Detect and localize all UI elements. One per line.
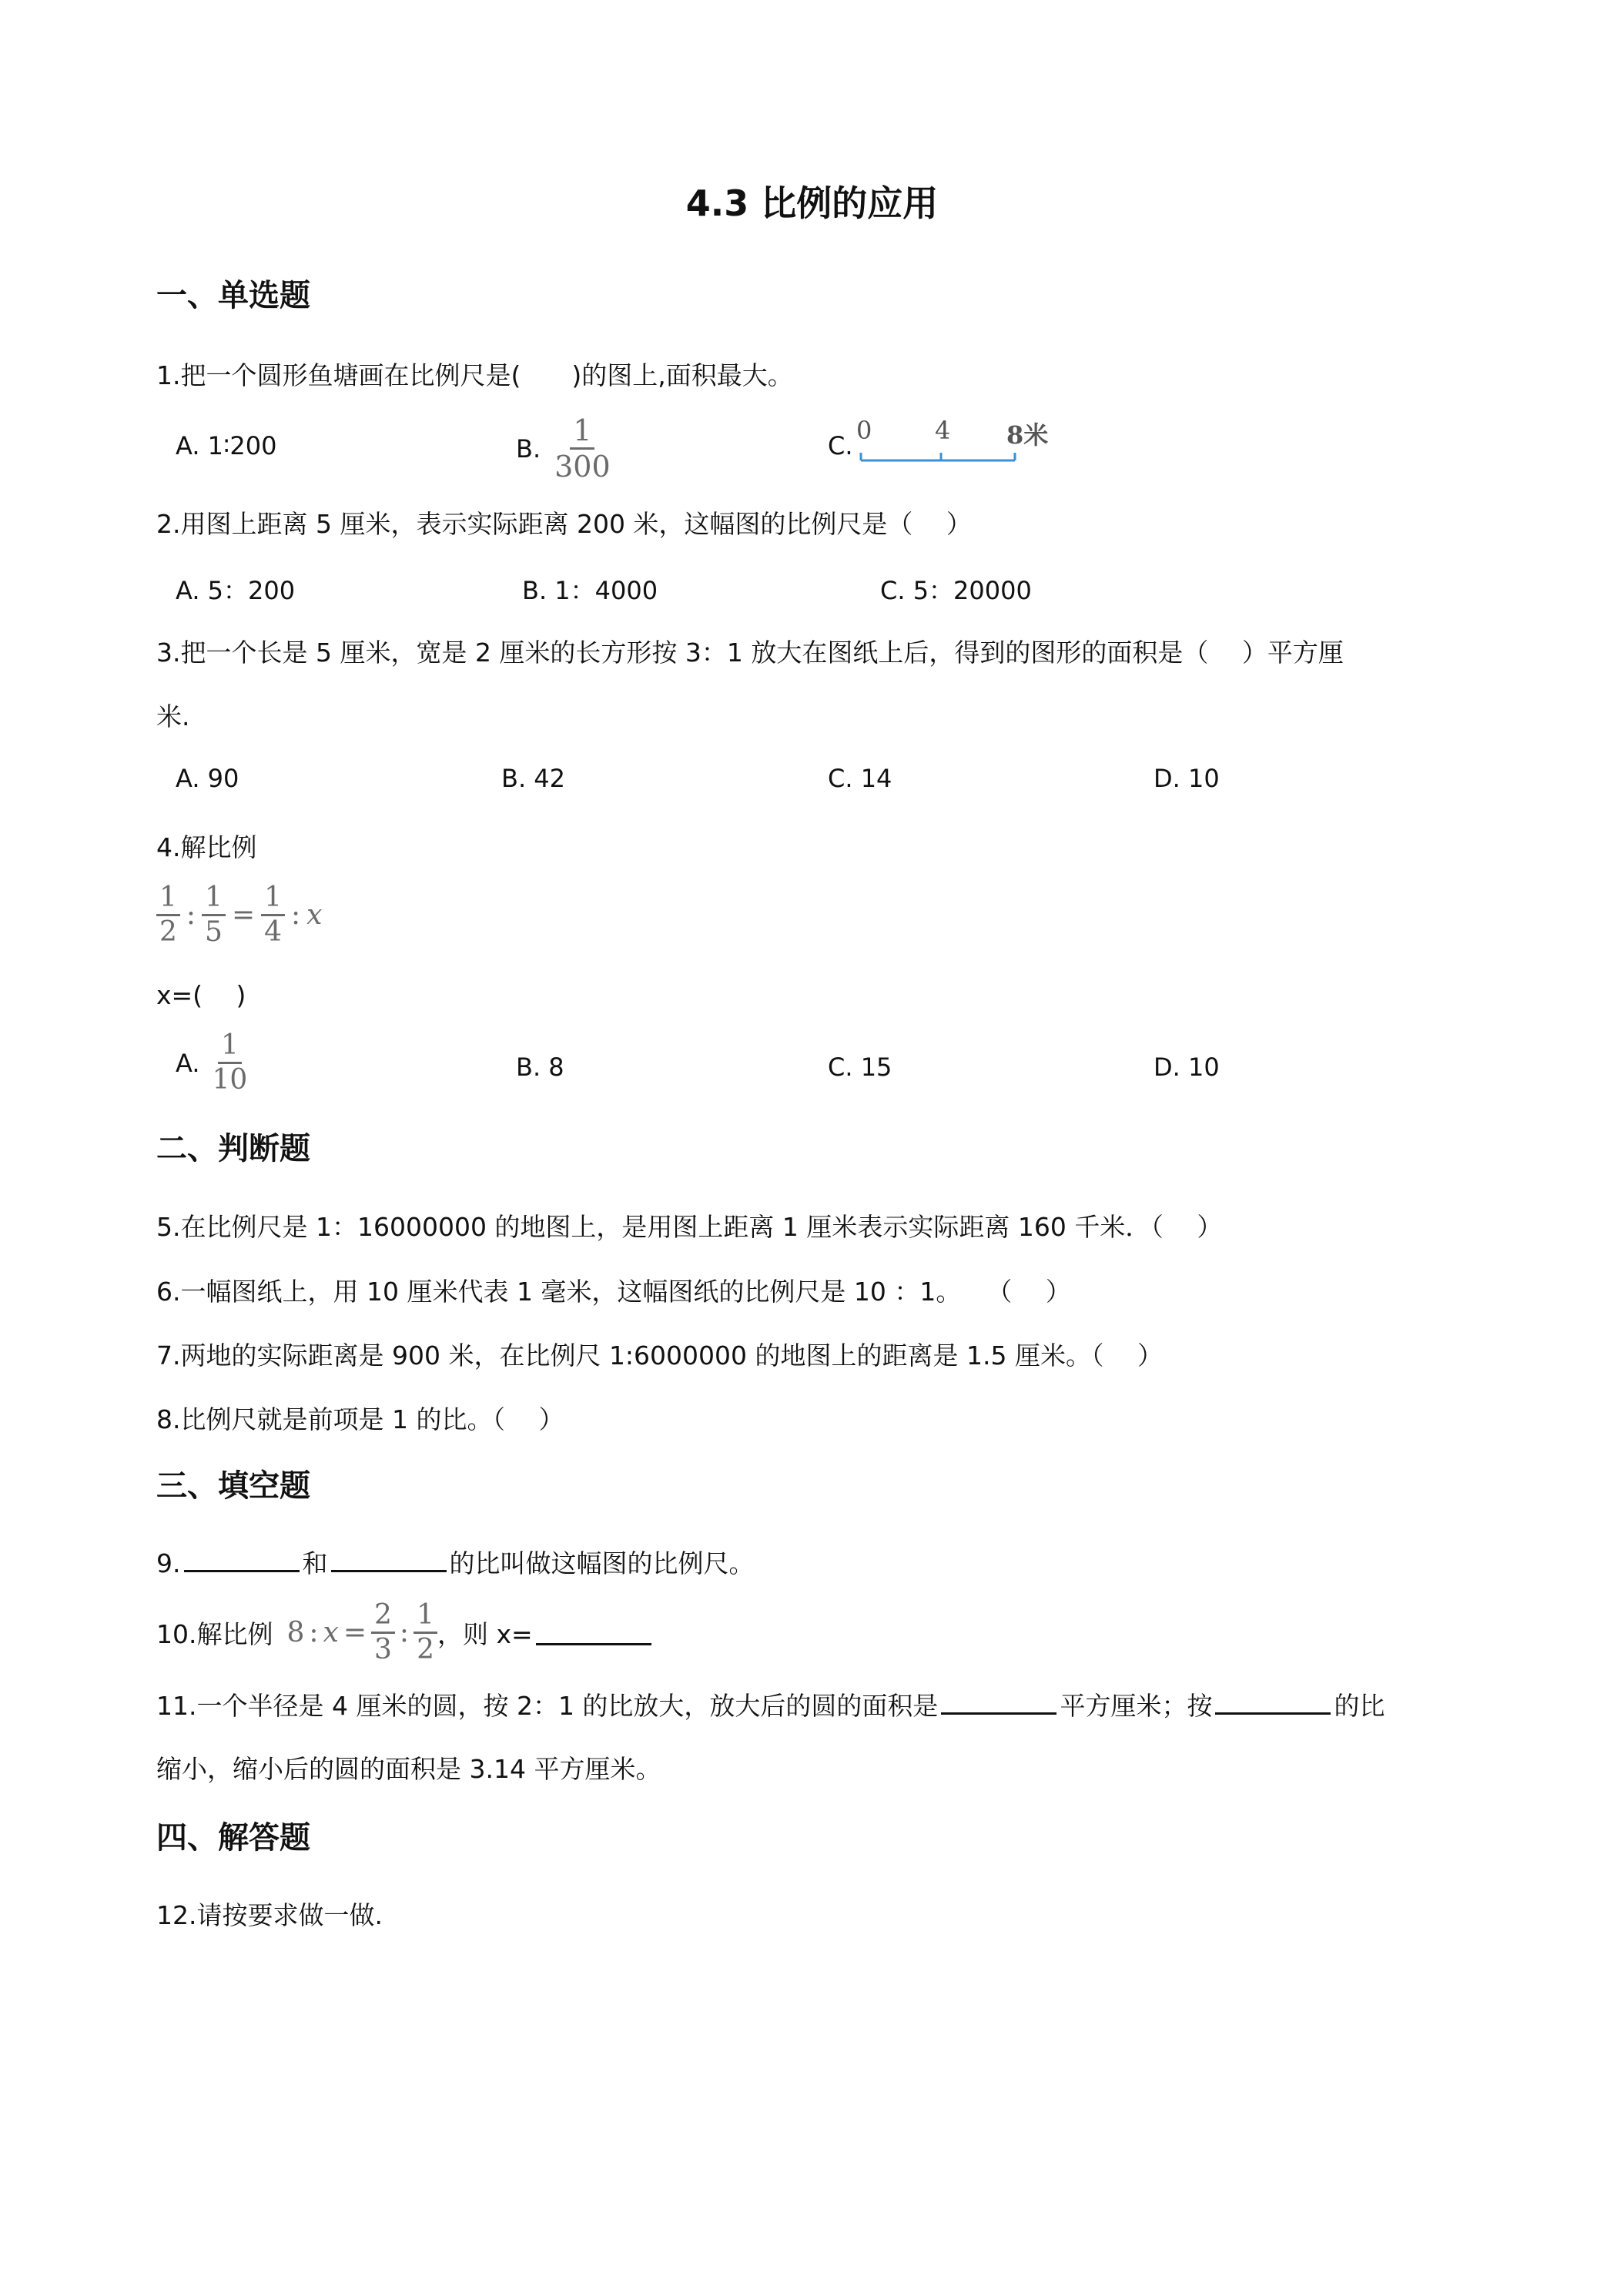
q11-blank-2[interactable] <box>1215 1689 1331 1715</box>
variable-x: x <box>306 899 323 931</box>
question-10-text <box>156 1599 655 1665</box>
section-heading-fill-blank: 三、填空题 <box>156 1468 310 1504</box>
question-11-line2: 缩小，缩小后的圆的面积是 3.14 平方厘米。 <box>156 1754 661 1784</box>
fraction-numerator: 1 <box>218 1032 242 1064</box>
page-title: 4.3 比例的应用 <box>685 182 939 224</box>
variable-x: x <box>323 1617 339 1648</box>
numerator: 1 <box>202 884 226 916</box>
question-1-option-c-label: C. <box>828 431 853 460</box>
question-2-text: 2.用图上距离 5 厘米，表示实际距离 200 米，这幅图的比例尺是（ ） <box>156 509 972 539</box>
q9-middle: 和 <box>302 1548 328 1578</box>
q11-part-a: 11.一个半径是 4 厘米的圆，按 2：1 的比放大，放大后的圆的面积是 <box>156 1691 939 1721</box>
equals-sign: = <box>343 1617 367 1648</box>
denominator: 4 <box>264 916 283 948</box>
eq-fraction-2 <box>202 884 226 946</box>
question-1-text: 1.把一个圆形鱼塘画在比例尺是( )的图上,面积最大。 <box>156 360 793 390</box>
ratio-colon: : <box>186 899 196 931</box>
question-4-option-a <box>176 1029 250 1096</box>
q10-equation <box>286 1599 437 1665</box>
question-3-option-c: C. 14 <box>828 764 892 793</box>
question-3-text-line2: 米. <box>156 701 190 731</box>
numerator: 2 <box>371 1602 395 1634</box>
fraction-denominator: 10 <box>212 1064 248 1096</box>
eq-fraction-2 <box>414 1599 437 1665</box>
question-2-option-c: C. 5：20000 <box>880 576 1032 605</box>
q9-blank-2[interactable] <box>331 1547 447 1572</box>
fraction-numerator: 1 <box>570 416 594 450</box>
question-11-line1 <box>156 1686 1385 1722</box>
numerator: 1 <box>156 884 180 916</box>
question-4-x-line: x=( ) <box>156 980 246 1010</box>
q11-part-c: 的比 <box>1334 1691 1385 1721</box>
question-7-text: 7.两地的实际距离是 900 米，在比例尺 1:6000000 的地图上的距离是 1.5 厘米。（ ） <box>156 1340 1163 1371</box>
section-heading-single-choice: 一、单选题 <box>156 278 310 313</box>
question-3-option-a: A. 90 <box>176 764 239 793</box>
denominator: 2 <box>159 916 177 948</box>
q9-suffix: 的比叫做这幅图的比例尺。 <box>449 1548 755 1578</box>
option-b-prefix: B. <box>516 433 541 464</box>
eq-fraction-3 <box>261 884 285 946</box>
q10-prefix: 10.解比例 <box>156 1619 273 1649</box>
denominator: 5 <box>205 916 223 948</box>
q11-part-b: 平方厘米；按 <box>1060 1691 1213 1721</box>
ratio-colon: : <box>399 1617 410 1648</box>
q10-suffix: ，则 x= <box>437 1619 533 1649</box>
question-4-equation <box>156 884 322 946</box>
q10-blank[interactable] <box>536 1620 651 1645</box>
denominator: 2 <box>417 1634 434 1665</box>
eq-fraction-1 <box>371 1599 395 1665</box>
question-3-option-b: B. 42 <box>501 764 566 793</box>
eq-fraction-1 <box>156 884 180 946</box>
numerator: 1 <box>414 1602 437 1634</box>
numerator: 1 <box>261 884 285 916</box>
question-4-option-c: C. 15 <box>828 1053 892 1082</box>
question-4-text: 4.解比例 <box>156 832 257 862</box>
question-5-text: 5.在比例尺是 1：16000000 的地图上，是用图上距离 1 厘米表示实际距离 160 千米．（ ） <box>156 1212 1223 1242</box>
ratio-colon: : <box>309 1617 319 1648</box>
q11-blank-1[interactable] <box>941 1689 1056 1715</box>
option-a-fraction <box>209 1029 251 1096</box>
scale-label-8m: 8米 <box>1006 420 1049 450</box>
eq-term-8: 8 <box>286 1617 305 1648</box>
question-1-option-b <box>516 413 614 484</box>
q9-prefix: 9. <box>156 1548 181 1578</box>
option-a-prefix: A. <box>176 1048 200 1078</box>
question-2-option-b: B. 1：4000 <box>522 576 658 605</box>
denominator: 3 <box>374 1634 392 1665</box>
question-2-option-a: A. 5：200 <box>176 576 296 605</box>
scale-label-0: 0 <box>856 416 872 445</box>
option-b-fraction <box>551 413 614 484</box>
q9-blank-1[interactable] <box>184 1547 300 1572</box>
question-4-option-d: D. 10 <box>1154 1053 1220 1082</box>
scale-bar-line <box>856 447 1026 465</box>
section-heading-true-false: 二、判断题 <box>156 1131 310 1166</box>
equals-sign: = <box>231 899 256 931</box>
fraction-denominator: 300 <box>554 450 611 484</box>
scale-label-4: 4 <box>935 416 951 445</box>
question-8-text: 8.比例尺就是前项是 1 的比。（ ） <box>156 1404 564 1434</box>
section-heading-answer: 四、解答题 <box>156 1820 310 1856</box>
question-9-text <box>156 1544 755 1580</box>
question-12-text: 12.请按要求做一做. <box>156 1900 383 1930</box>
question-3-text-line1: 3.把一个长是 5 厘米，宽是 2 厘米的长方形按 3：1 放大在图纸上后，得到的图形的面积是（ ）平方厘 <box>156 638 1344 668</box>
question-1-option-a: A. 1∶200 <box>176 431 277 460</box>
question-1-option-c-scale-bar <box>856 416 1056 470</box>
question-4-option-b: B. 8 <box>516 1053 564 1082</box>
question-6-text: 6.一幅图纸上，用 10 厘米代表 1 毫米，这幅图纸的比例尺是 10 ：1。 （ ） <box>156 1277 1071 1307</box>
ratio-colon: : <box>291 899 301 931</box>
question-3-option-d: D. 10 <box>1154 764 1220 793</box>
